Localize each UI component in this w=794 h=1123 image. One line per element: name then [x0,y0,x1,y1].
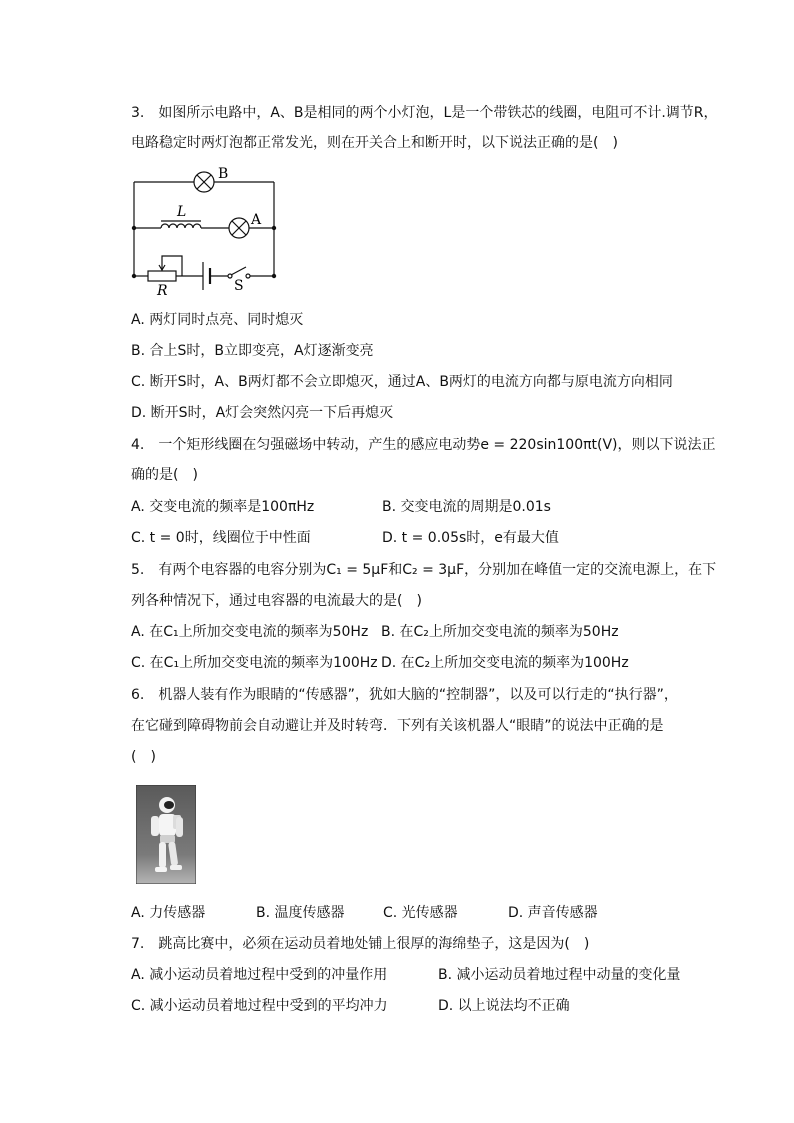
label-l: L [177,204,187,220]
q6-stem-line2: 在它碰到障碍物前会自动避让并及时转弯．下列有关该机器人“眼睛”的说法中正确的是 [131,718,664,734]
q3-stem-line1: 3. 如图所示电路中，A、B是相同的两个小灯泡，L是一个带铁芯的线圈，电阻可不计.调节R， [131,105,718,121]
q6-option-d: D. 声音传感器 [508,905,598,921]
q5-stem-line1: 5. 有两个电容器的电容分别为C₁ = 5μF和C₂ = 3μF，分别加在峰值一定的交流电源上，在下 [131,562,717,578]
q7-option-a: A. 减小运动员着地过程中受到的冲量作用 [131,967,388,983]
q5-option-c: C. 在C₁上所加交变电流的频率为100Hz [131,655,378,671]
q7-option-c: C. 减小运动员着地过程中受到的平均冲力 [131,998,388,1014]
q4-option-b: B. 交变电流的周期是0.01s [382,499,551,515]
q3-option-b: B. 合上S时，B立即变亮，A灯逐渐变亮 [131,343,374,359]
q6-option-a: A. 力传感器 [131,905,206,921]
label-s: S [234,278,244,294]
inductor-icon [161,221,201,228]
q6-stem-line1: 6. 机器人装有作为眼睛的“传感器”，犹如大脑的“控制器”，以及可以行走的“执行器”， [131,687,678,703]
q5-option-b: B. 在C₂上所加交变电流的频率为50Hz [381,624,619,640]
q4-option-d: D. t = 0.05s时，e有最大值 [382,530,559,546]
q3-stem-line2: 电路稳定时两灯泡都正常发光，则在开关合上和断开时，以下说法正确的是( ) [131,135,618,151]
q3-option-c: C. 断开S时，A、B两灯都不会立即熄灭，通过A、B两灯的电流方向都与原电流方向相同 [131,374,673,390]
q6-stem-line3: ( ) [131,749,156,765]
q4-stem-line1: 4. 一个矩形线圈在匀强磁场中转动，产生的感应电动势e = 220sin100πt(V)，则以下说法正 [131,437,716,453]
q6-option-b: B. 温度传感器 [256,905,345,921]
q7-stem: 7. 跳高比赛中，必须在运动员着地处铺上很厚的海绵垫子，这是因为( ) [131,936,590,952]
q7-option-b: B. 减小运动员着地过程中动量的变化量 [438,967,681,983]
lamp-b-icon [194,172,214,192]
robot-photo [136,785,196,884]
q4-stem-line2: 确的是( ) [131,467,198,483]
q5-option-a: A. 在C₁上所加交变电流的频率为50Hz [131,624,369,640]
q3-circuit-diagram [126,164,282,296]
rheostat-icon [148,256,182,281]
q4-option-c: C. t = 0时，线圈位于中性面 [131,530,311,546]
lamp-a-icon [229,218,249,238]
q4-option-a: A. 交变电流的频率是100πHz [131,499,315,515]
q5-option-d: D. 在C₂上所加交变电流的频率为100Hz [381,655,629,671]
label-r: R [157,283,168,296]
q3-option-a: A. 两灯同时点亮、同时熄灭 [131,312,304,328]
switch-icon [228,267,250,278]
q3-option-d: D. 断开S时，A灯会突然闪亮一下后再熄灭 [131,405,394,421]
label-a: A [251,212,262,228]
q6-option-c: C. 光传感器 [383,905,458,921]
q7-option-d: D. 以上说法均不正确 [438,998,570,1014]
label-b: B [218,166,229,182]
battery-icon [203,262,210,290]
q5-stem-line2: 列各种情况下，通过电容器的电流最大的是( ) [131,593,422,609]
